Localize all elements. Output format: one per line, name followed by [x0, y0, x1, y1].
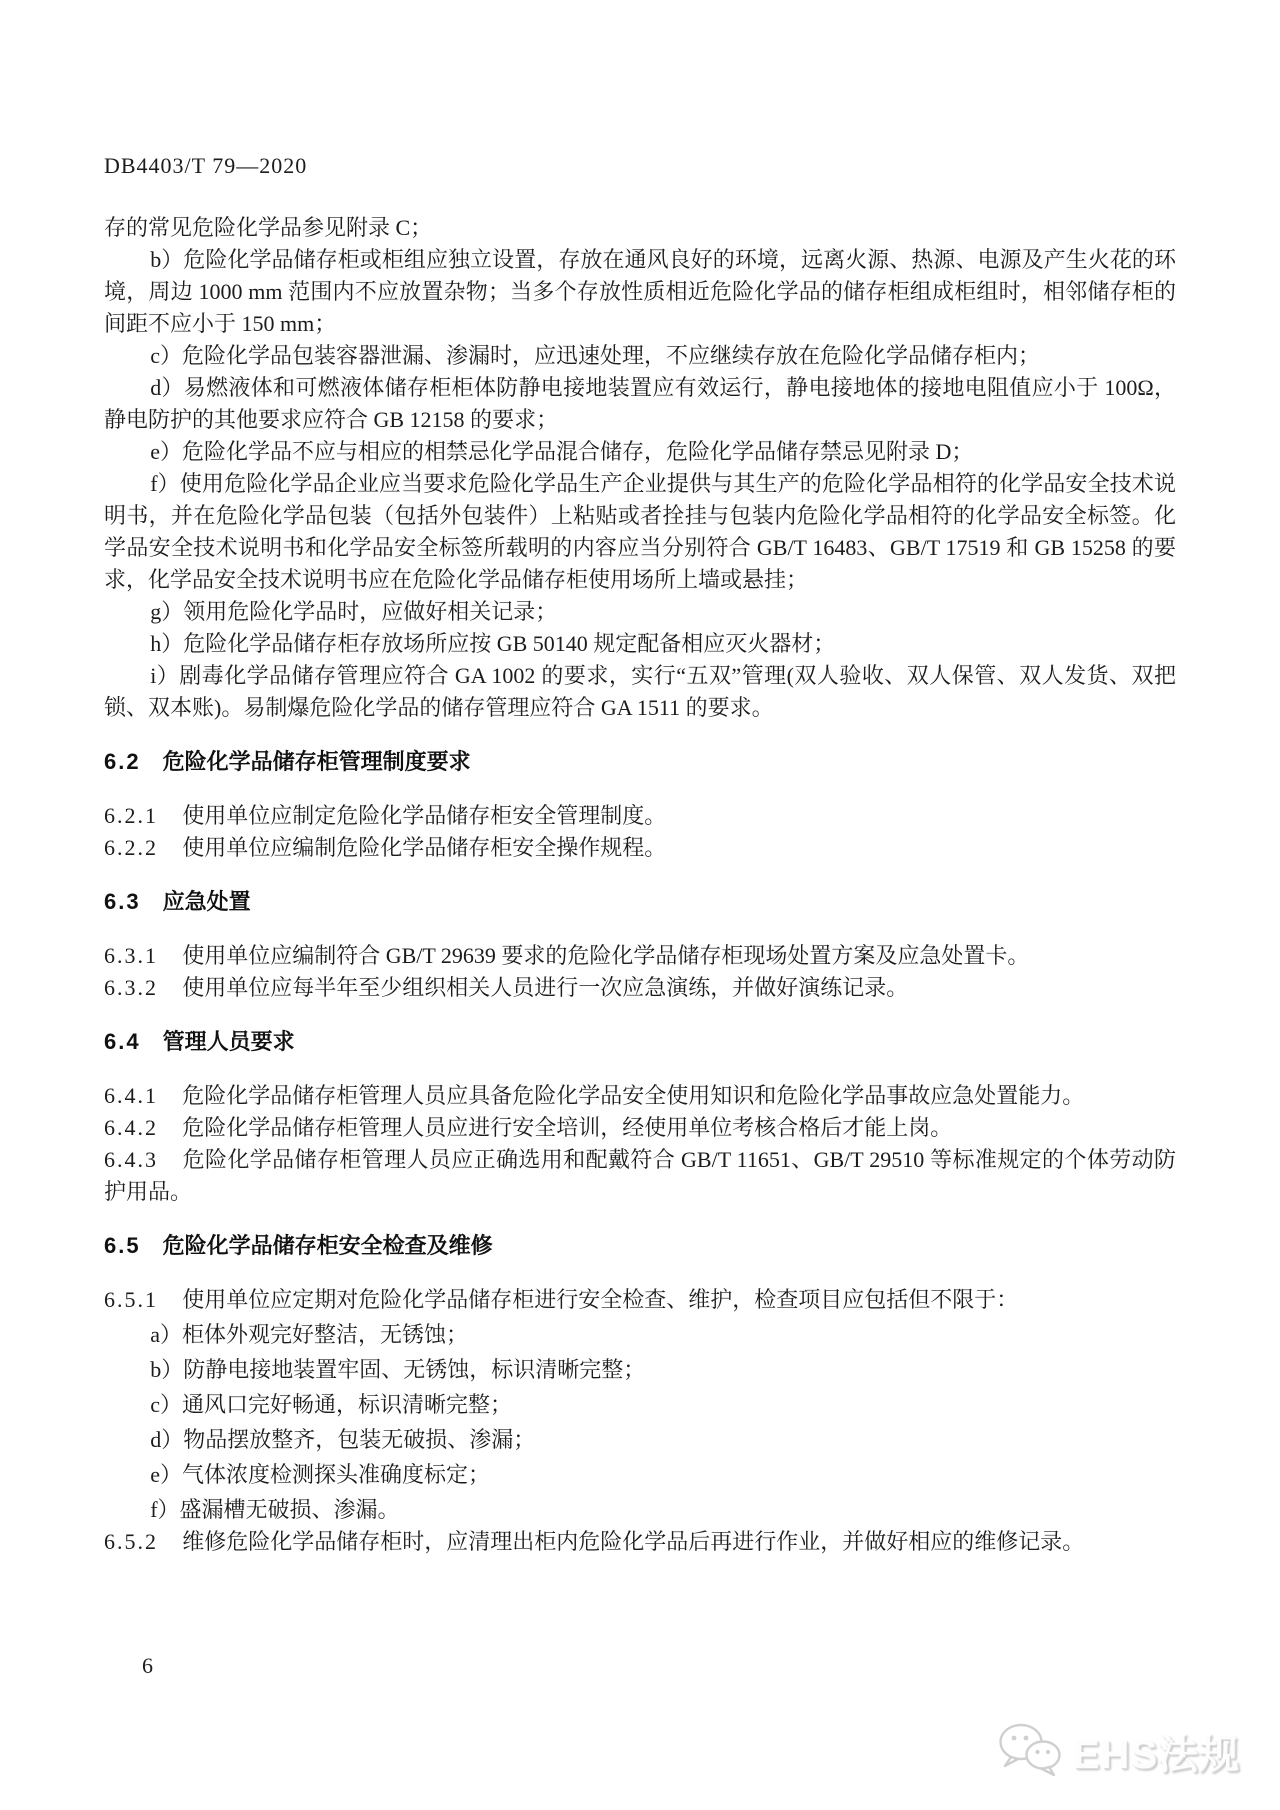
clause-number: 6.4.3	[104, 1147, 158, 1172]
clause-number: 6.3.1	[104, 943, 158, 968]
section-number: 6.3	[104, 889, 141, 914]
clause-6-4-3	[104, 1144, 1176, 1208]
section-heading-6-4	[104, 1026, 1176, 1058]
checklist-item-a: a）柜体外观完好整洁，无锈蚀；	[150, 1322, 468, 1347]
list-item-c: c）危险化学品包装容器泄漏、渗漏时，应迅速处理，不应继续存放在危险化学品储存柜内；	[150, 343, 1040, 368]
section-number: 6.2	[104, 749, 141, 774]
list-item-e: e）危险化学品不应与相应的相禁忌化学品混合储存，危险化学品储存禁忌见附录 D；	[150, 439, 974, 464]
list-item-g: g）领用危险化学品时，应做好相关记录；	[150, 599, 558, 624]
clause-6-2-2	[104, 832, 1176, 864]
clause-6-3-1	[104, 940, 1176, 972]
page-number: 6	[142, 1653, 153, 1678]
clause-number: 6.2.2	[104, 835, 158, 860]
clause-number: 6.5.1	[104, 1287, 158, 1312]
section-title: 应急处置	[162, 889, 251, 914]
clause-text: 危险化学品储存柜管理人员应进行安全培训，经使用单位考核合格后才能上岗。	[182, 1115, 953, 1140]
checklist-item-b: b）防静电接地装置牢固、无锈蚀，标识清晰完整；	[150, 1357, 646, 1382]
checklist-item-f: f）盛漏槽无破损、渗漏。	[150, 1497, 400, 1522]
wechat-icon	[997, 1722, 1063, 1780]
section-heading-6-2	[104, 746, 1176, 778]
watermark	[997, 1722, 1240, 1780]
section-number: 6.4	[104, 1029, 141, 1054]
watermark-text: EHS法规	[1072, 1732, 1240, 1777]
list-item-h: h）危险化学品储存柜存放场所应按 GB 50140 规定配备相应灭火器材；	[150, 631, 836, 656]
clause-number: 6.2.1	[104, 803, 158, 828]
clause-6-4-1	[104, 1080, 1176, 1112]
intro-continuation-paragraph: 存的常见危险化学品参见附录 C；	[104, 215, 433, 240]
clause-6-5-1	[104, 1284, 1176, 1316]
checklist-item-d: d）物品摆放整齐，包装无破损、渗漏；	[150, 1427, 536, 1452]
clause-text: 使用单位应制定危险化学品储存柜安全管理制度。	[182, 803, 667, 828]
clause-text: 使用单位应编制符合 GB/T 29639 要求的危险化学品储存柜现场处置方案及应急处置卡。	[182, 943, 1030, 968]
section-title: 管理人员要求	[162, 1029, 295, 1054]
clause-6-2-1	[104, 800, 1176, 832]
section-title: 危险化学品储存柜管理制度要求	[162, 749, 471, 774]
clause-6-3-2	[104, 972, 1176, 1004]
clause-number: 6.3.2	[104, 975, 158, 1000]
clause-number: 6.4.1	[104, 1083, 158, 1108]
clause-text: 使用单位应编制危险化学品储存柜安全操作规程。	[182, 835, 667, 860]
clause-6-5-2	[104, 1526, 1176, 1558]
section-title: 危险化学品储存柜安全检查及维修	[162, 1233, 493, 1258]
checklist-item-c: c）通风口完好畅通，标识清晰完整；	[150, 1392, 512, 1417]
section-heading-6-3	[104, 886, 1176, 918]
clause-number: 6.4.2	[104, 1115, 158, 1140]
standard-number-header: DB4403/T 79—2020	[104, 153, 308, 178]
list-item-i: i）剧毒化学品储存管理应符合 GA 1002 的要求，实行“五双”管理(双人验收、双人保管、双人发货、双把锁、双本账)。易制爆危险化学品的储存管理应符合 GA 1511 的要求。	[104, 663, 1176, 720]
clause-text: 危险化学品储存柜管理人员应具备危险化学品安全使用知识和危险化学品事故应急处置能力。	[182, 1083, 1085, 1108]
page-content	[104, 150, 1176, 1558]
clause-text: 维修危险化学品储存柜时，应清理出柜内危险化学品后再进行作业，并做好相应的维修记录。	[182, 1529, 1085, 1554]
section-heading-6-5	[104, 1230, 1176, 1262]
clause-text: 使用单位应定期对危险化学品储存柜进行安全检查、维护，检查项目应包括但不限于：	[182, 1287, 1019, 1312]
list-item-f: f）使用危险化学品企业应当要求危险化学品生产企业提供与其生产的危险化学品相符的化学品安全技术说明书，并在危险化学品包装（包括外包装件）上粘贴或者拴挂与包装内危险化学品相符的化学品安全标签。化学品安全技术说明书和化学品安全标签所载明的内容应当分别符合 GB/T 16483、GB/T 17519 和 GB 15258 的要求，化学品安全技术说明书应在危险化学品储存柜使用场所上墙或悬挂；	[104, 471, 1176, 592]
clause-6-4-2	[104, 1112, 1176, 1144]
clause-text: 使用单位应每半年至少组织相关人员进行一次应急演练，并做好演练记录。	[182, 975, 909, 1000]
clause-text: 危险化学品储存柜管理人员应正确选用和配戴符合 GB/T 11651、GB/T 29510 等标准规定的个体劳动防护用品。	[104, 1147, 1176, 1204]
clause-number: 6.5.2	[104, 1529, 158, 1554]
section-number: 6.5	[104, 1233, 141, 1258]
inspection-checklist	[104, 1319, 1176, 1526]
list-item-b: b）危险化学品储存柜或柜组应独立设置，存放在通风良好的环境，远离火源、热源、电源及产生火花的环境，周边 1000 mm 范围内不应放置杂物；当多个存放性质相近危险化学品的储存柜组成柜组时，相邻储存柜的间距不应小于 150 mm；	[104, 247, 1176, 336]
checklist-item-e: e）气体浓度检测探头准确度标定；	[150, 1462, 490, 1487]
list-item-d: d）易燃液体和可燃液体储存柜柜体防静电接地装置应有效运行，静电接地体的接地电阻值应小于 100Ω，静电防护的其他要求应符合 GB 12158 的要求；	[104, 375, 1176, 432]
